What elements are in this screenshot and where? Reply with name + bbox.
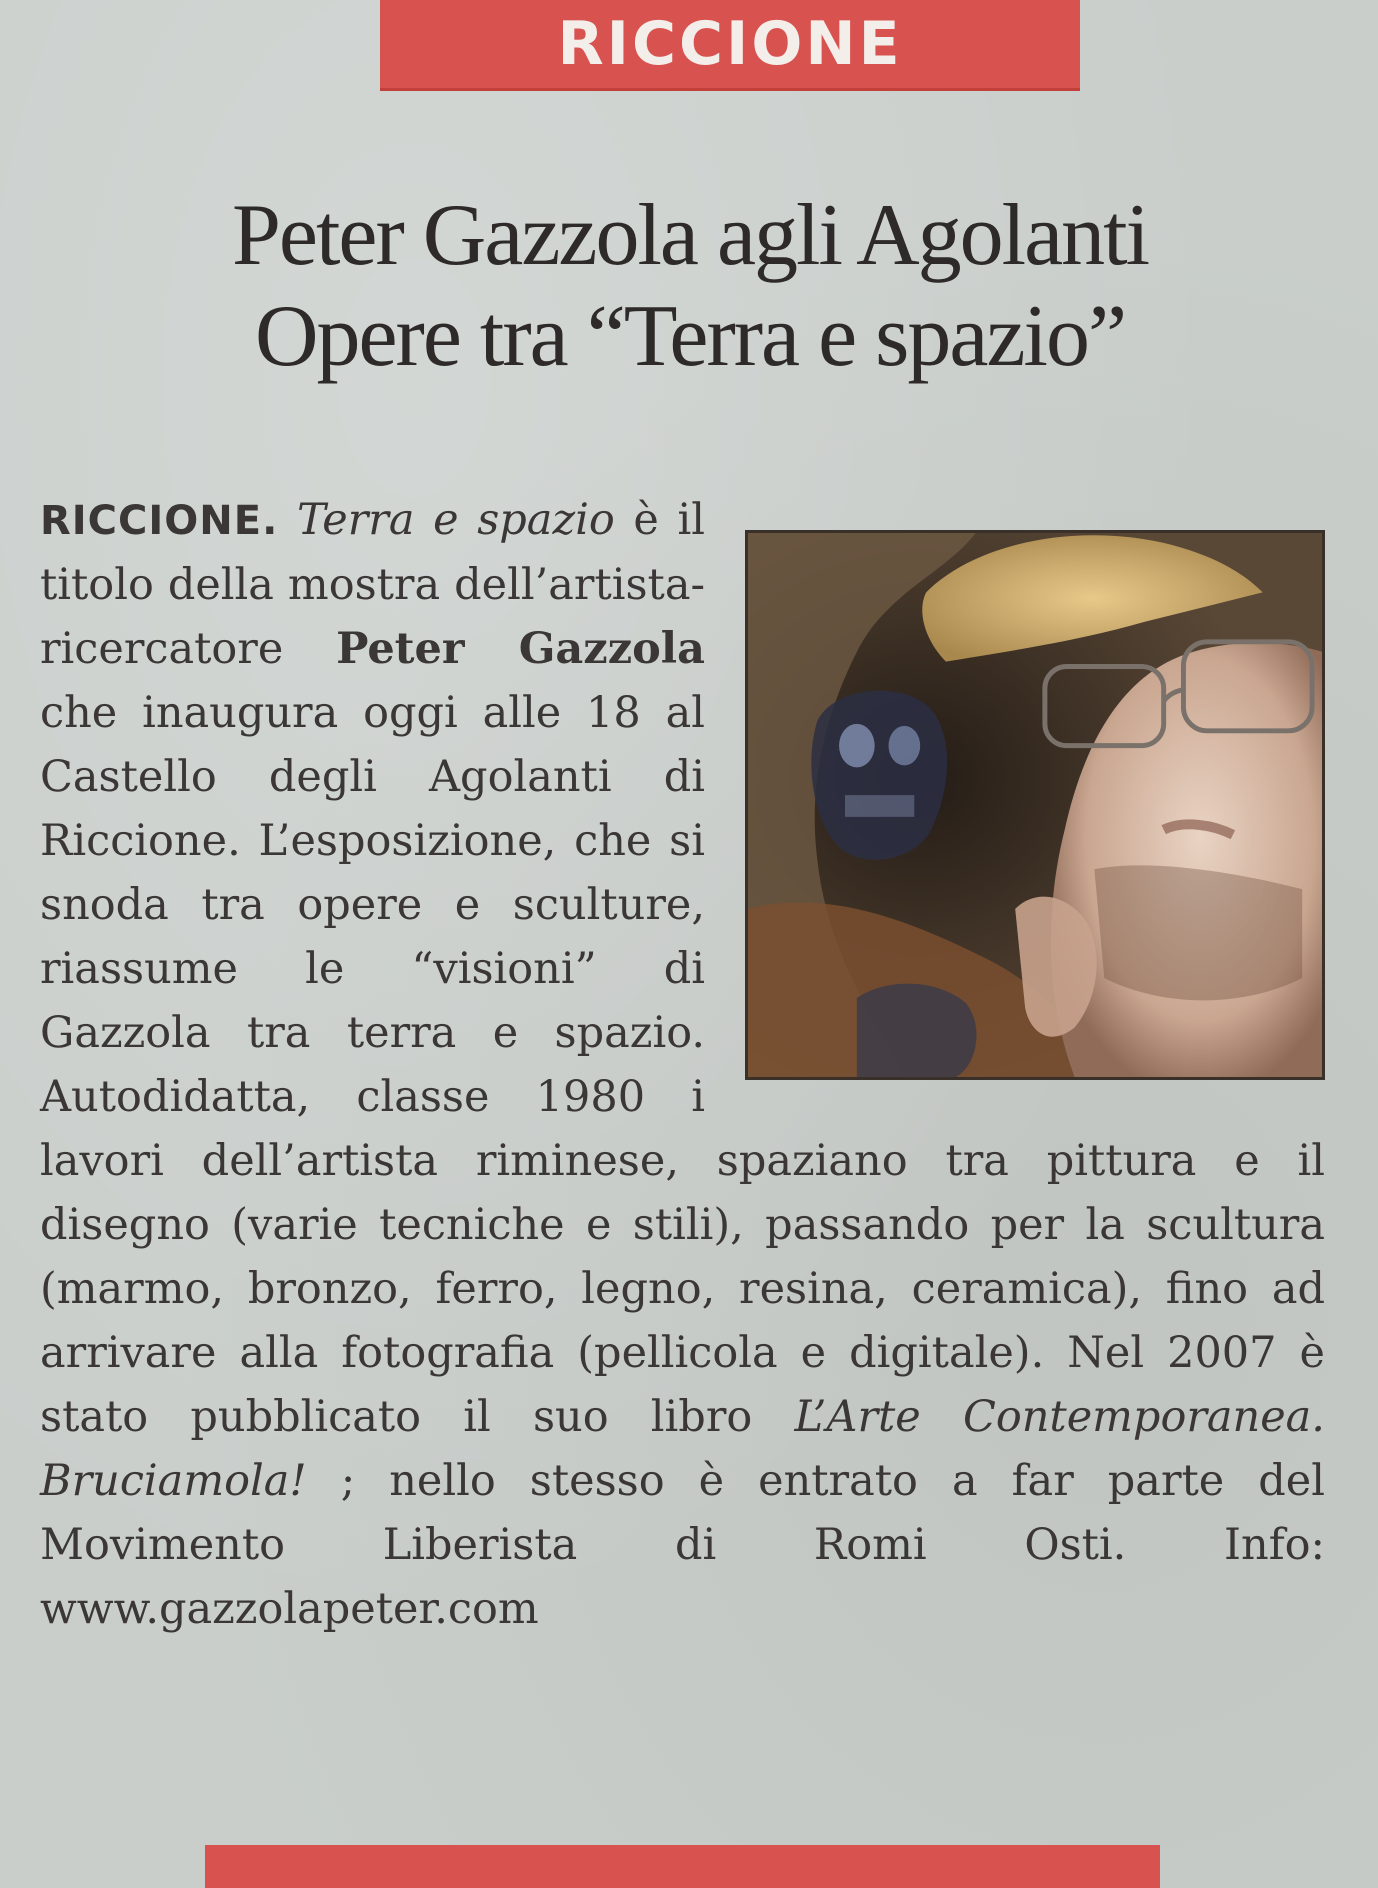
artist-photo-image	[748, 533, 1322, 1077]
exhibition-title: Terra e spazio	[296, 495, 615, 545]
section-label: RICCIONE	[557, 9, 903, 79]
artist-photo	[745, 530, 1325, 1080]
article-text-1: è il titolo della mostra dell’artista-ricercatore	[40, 495, 705, 674]
article-text-2: che inaugura oggi alle 18 al Castello degli Agolanti di Riccione. L’esposizione, che si snoda tra opere e sculture, riassume le “visioni” di Gazzola tra terra e spazio. Autodidatta, classe 1980 i lavori dell’artista riminese, spaziano tra pittura e il disegno (varie tecniche e stili), passando per la scultura (marmo, bronzo, ferro, legno, resina, ceramica), fino ad arrivare alla fotografia (pellicola e digitale). Nel 2007 è stato pubblicato il suo libro	[40, 688, 1325, 1442]
headline-line-2: Opere tra “Terra e spazio”	[254, 288, 1126, 386]
dateline: RICCIONE.	[40, 498, 279, 544]
headline-line-1: Peter Gazzola agli Agolanti	[231, 187, 1149, 284]
headline	[60, 185, 1320, 387]
article-text-3: ; nello stesso è entrato a far parte del Movimento Liberista di Romi Osti. Info: www.gazzolapeter.com	[40, 1456, 1325, 1634]
bottom-bar	[205, 1845, 1160, 1888]
article-body	[40, 488, 1325, 1641]
book-title: L’Arte Contemporanea. Bruciamola!	[40, 1392, 1325, 1506]
section-banner	[380, 0, 1080, 91]
artist-name: Peter Gazzola	[336, 624, 706, 674]
